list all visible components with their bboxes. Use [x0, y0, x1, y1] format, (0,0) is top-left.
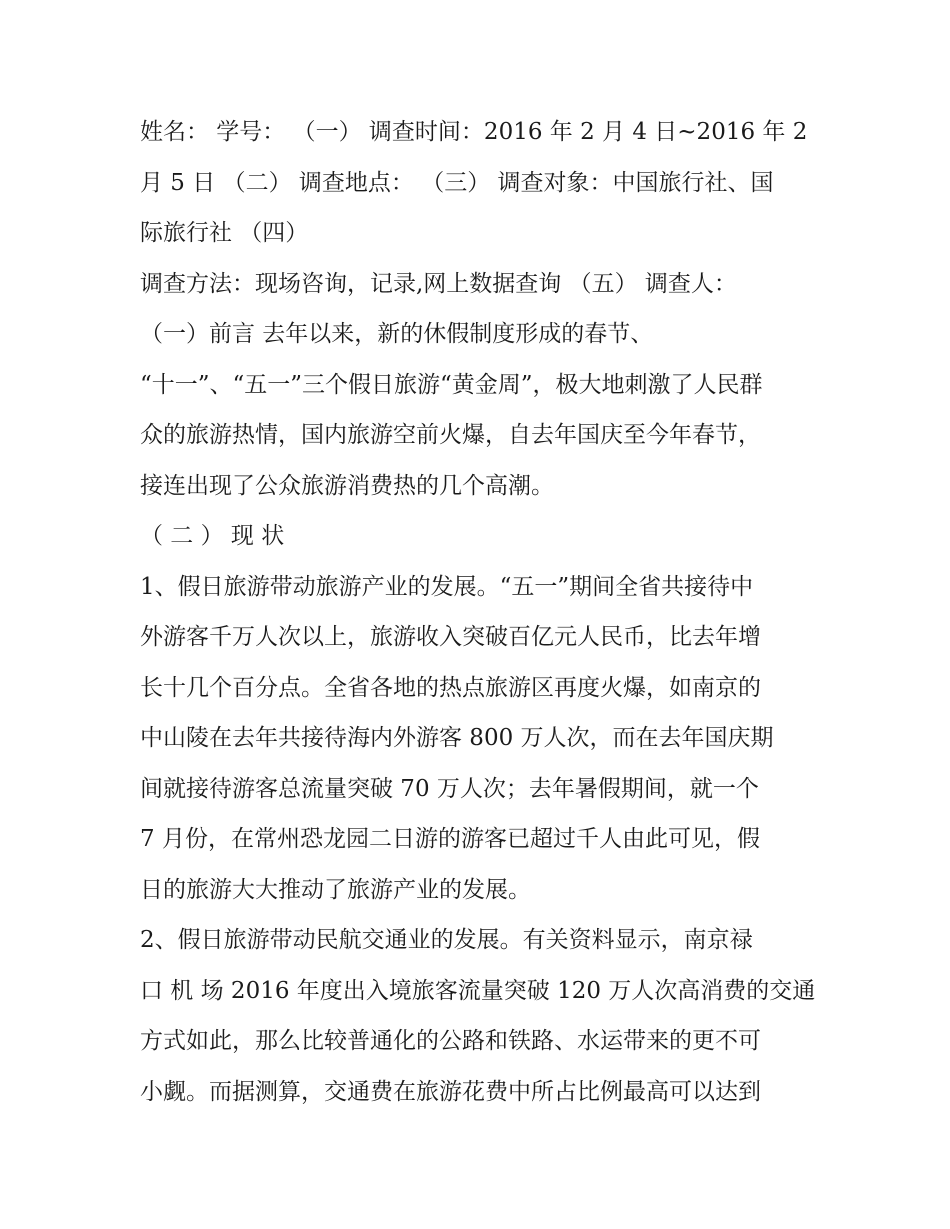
section-heading: （ 二 ） 现 状 — [140, 523, 285, 549]
text-line: 中山陵在去年共接待海内外游客 800 万人次，而在去年国庆期 — [140, 725, 774, 751]
text-line: 姓名： 学号： （一） 调查时间：2016 年 2 月 4 日~2016 年 2 — [140, 119, 808, 145]
text-line: 调查方法：现场咨询，记录,网上数据查询 （五） 调查人： — [140, 270, 737, 297]
text-line: “十一”、“五一”三个假日旅游“黄金周”，极大地刺激了人民群 — [140, 371, 763, 398]
text-line: 日的旅游大大推动了旅游产业的发展。 — [140, 876, 531, 903]
text-line: 小觑。而据测算，交通费在旅游花费中所占比例最高可以达到 — [140, 1078, 761, 1105]
text-line: 2、假日旅游带动民航交通业的发展。有关资料显示，南京禄 — [140, 927, 753, 953]
text-line: 接连出现了公众旅游消费热的几个高潮。 — [140, 472, 554, 499]
text-line: 口 机 场 2016 年度出入境旅客流量突破 120 万人次高消费的交通 — [140, 977, 816, 1004]
document-body — [140, 107, 830, 1117]
text-line: （一）前言 去年以来，新的休假制度形成的春节、 — [140, 321, 654, 347]
text-line: 长十几个百分点。全省各地的热点旅游区再度火爆，如南京的 — [140, 674, 761, 701]
text-line: 月 5 日 （二） 调查地点： （三） 调查对象：中国旅行社、国 — [140, 169, 774, 196]
text-line: 众的旅游热情，国内旅游空前火爆，自去年国庆至今年春节， — [140, 422, 761, 448]
text-line: 1、假日旅游带动旅游产业的发展。“五一”期间全省共接待中 — [140, 573, 754, 600]
text-line: 方式如此，那么比较普通化的公路和铁路、水运带来的更不可 — [140, 1028, 761, 1054]
text-line: 7 月份，在常州恐龙园二日游的游客已超过千人由此可见，假 — [140, 826, 760, 852]
text-line: 外游客千万人次以上，旅游收入突破百亿元人民币，比去年增 — [140, 624, 761, 650]
text-line: 间就接待游客总流量突破 70 万人次；去年暑假期间，就一个 — [140, 775, 759, 802]
text-line: 际旅行社 （四） — [140, 220, 309, 246]
